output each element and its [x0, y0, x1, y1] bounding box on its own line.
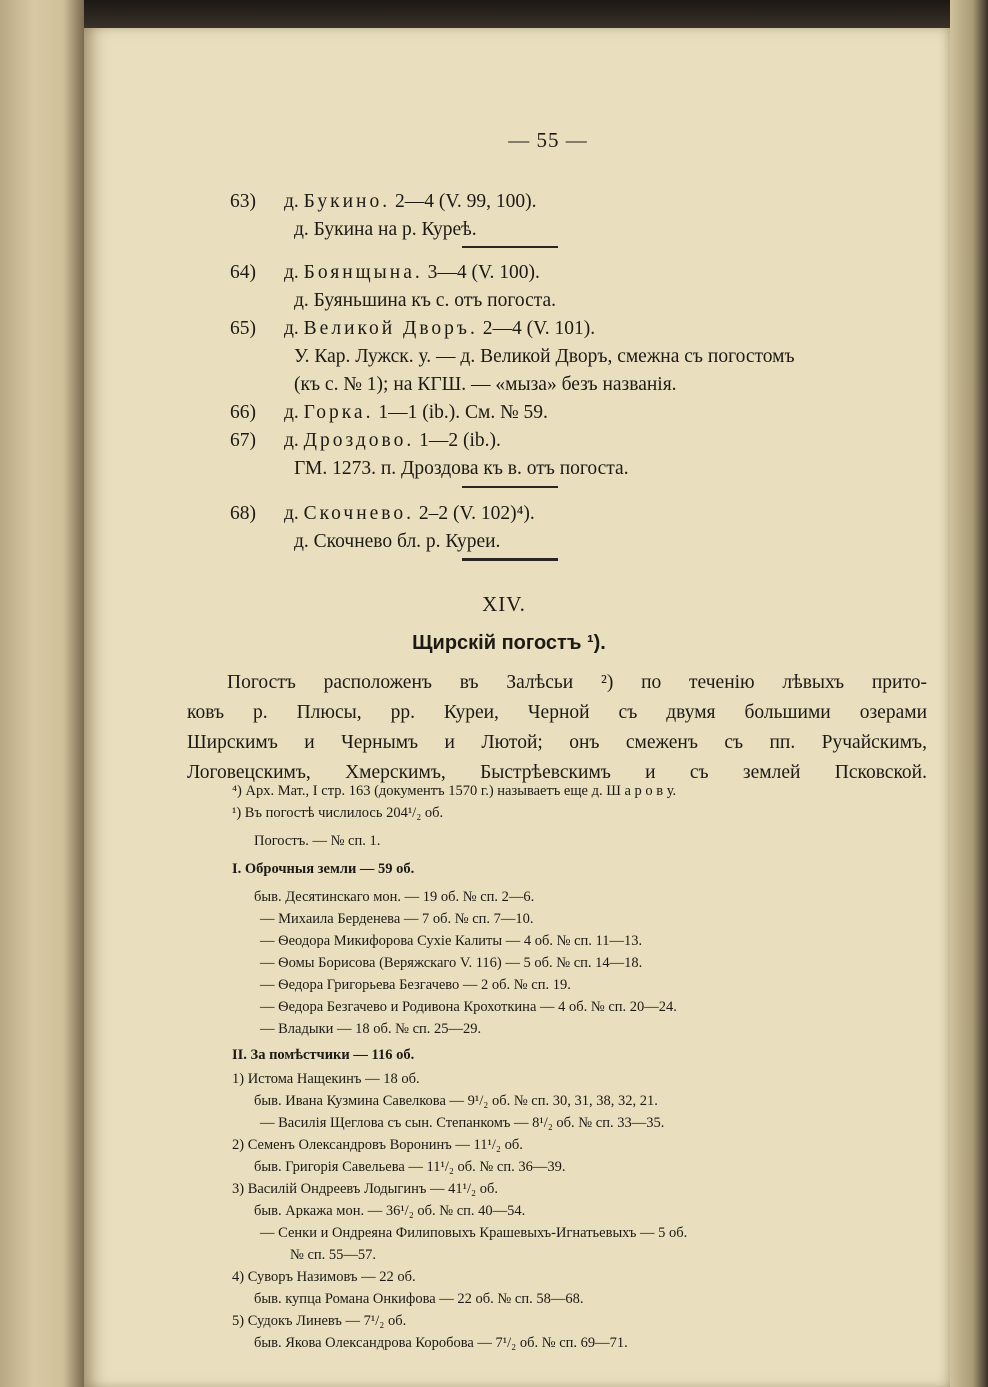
page-number: — 55 —: [508, 128, 588, 152]
entry-number: 67): [230, 430, 256, 451]
list-item: 2) Семенъ Олександровъ Воронинъ — 11¹/₂ об.: [232, 1137, 523, 1153]
list-item: быв. Григорія Савельева — 11¹/₂ об. № сп. 36—39.: [254, 1159, 566, 1175]
list-item: быв. купца Романа Онкифова — 22 об. № сп. 58—68.: [254, 1291, 584, 1307]
list-item: — Михаила Берденева — 7 об. № сп. 7—10.: [260, 911, 534, 927]
entry-sub: ГМ. 1273. п. Дроздова къ в. отъ погоста.: [294, 458, 629, 479]
entry-prefix: д.: [284, 430, 299, 451]
section-subheading: Щирскій погостъ ¹).: [412, 632, 606, 654]
paragraph-line: Погостъ расположенъ въ Залѣсьи ²) по теченію лѣвыхъ прито-: [227, 672, 927, 693]
section-2-title: II. За помѣстчики — 116 об.: [232, 1047, 415, 1063]
short-divider: [462, 246, 558, 248]
entry-name: Дроздово.: [303, 430, 415, 451]
list-item: — Василія Щеглова съ сын. Степанкомъ — 8¹/₂ об. № сп. 33—35.: [260, 1115, 665, 1131]
entry-name: Боянщына.: [303, 262, 423, 283]
section-1-title: I. Оброчныя земли — 59 об.: [232, 861, 415, 877]
entry-sub: д. Букина на р. Куреѣ.: [294, 219, 477, 240]
paragraph-line: Логовецскимъ, Хмерскимъ, Быстрѣевскимъ и съ землей Псковской.: [187, 762, 927, 783]
page-edge: [950, 0, 988, 1387]
list-item: быв. Ивана Кузмина Савелкова — 9¹/₂ об. № сп. 30, 31, 38, 32, 21.: [254, 1093, 658, 1109]
book-page: [84, 28, 950, 1387]
list-item: № сп. 55—57.: [290, 1247, 377, 1263]
list-item: — Сенки и Ондреяна Филиповыхъ Крашевыхъ-Игнатьевыхъ — 5 об.: [260, 1225, 688, 1241]
entry-number: 63): [230, 191, 256, 212]
entry-64: [230, 259, 870, 287]
list-item: — Владыки — 18 об. № сп. 25—29.: [260, 1021, 482, 1037]
entry-number: 66): [230, 402, 256, 423]
footnote-4: ⁴) Арх. Мат., I стр. 163 (документъ 1570 г.) называетъ еще д. Ш а р о в у.: [232, 783, 677, 799]
entry-detail: 2—4 (V. 99, 100).: [394, 191, 537, 212]
entry-number: 65): [230, 318, 256, 339]
entry-prefix: д.: [284, 262, 299, 283]
list-item: быв. Якова Олександрова Коробова — 7¹/₂ об. № сп. 69—71.: [254, 1335, 628, 1351]
entry-number: 68): [230, 503, 256, 524]
entry-sub: (къ с. № 1); на КГШ. — «мыза» безъ названія.: [294, 374, 677, 395]
list-item: — Ѳедора Григорьева Безгачево — 2 об. № сп. 19.: [260, 977, 571, 993]
entry-detail: 1—1 (ib.). См. № 59.: [378, 402, 548, 423]
list-item: — Ѳедора Безгачево и Родивона Крохоткина — 4 об. № сп. 20—24.: [260, 999, 677, 1015]
pogost-line: Погостъ. — № сп. 1.: [254, 833, 381, 849]
entry-sub: У. Кар. Лужск. у. — д. Великой Дворъ, смежна съ погостомъ: [294, 346, 795, 367]
section-divider: [462, 558, 558, 561]
entry-detail: 2—4 (V. 101).: [482, 318, 596, 339]
entry-name: Великой Дворъ.: [303, 318, 478, 339]
entry-65: [230, 315, 870, 343]
list-item: — Ѳеодора Микифорова Сухіе Калиты — 4 об. № сп. 11—13.: [260, 933, 643, 949]
paragraph-line: ковъ р. Плюсы, рр. Куреи, Черной съ двумя большими озерами: [187, 702, 927, 723]
entry-63: [230, 188, 870, 216]
list-item: быв. Аркажа мон. — 36¹/₂ об. № сп. 40—54.: [254, 1203, 526, 1219]
list-item: — Ѳомы Борисова (Веряжскаго V. 116) — 5 об. № сп. 14—18.: [260, 955, 643, 971]
entry-number: 64): [230, 262, 256, 283]
entry-66: [230, 399, 870, 427]
entry-prefix: д.: [284, 191, 299, 212]
short-divider: [462, 486, 558, 488]
book-spine: [0, 0, 84, 1387]
entry-sub: д. Буяньшина къ с. отъ погоста.: [294, 290, 557, 311]
entry-name: Горка.: [303, 402, 374, 423]
entry-detail: 1—2 (ib.).: [419, 430, 501, 451]
entry-name: Букино.: [303, 191, 391, 212]
section-heading: XIV.: [482, 592, 526, 616]
entry-sub: д. Скочнево бл. р. Куреи.: [294, 531, 501, 552]
list-item: 3) Василій Ондреевъ Лодыгинъ — 41¹/₂ об.: [232, 1181, 498, 1197]
entry-detail: 3—4 (V. 100).: [427, 262, 540, 283]
footnote-1: ¹) Въ погостѣ числилось 204¹/₂ об.: [232, 805, 444, 821]
list-item: 5) Судокъ Линевъ — 7¹/₂ об.: [232, 1313, 407, 1329]
entry-prefix: д.: [284, 318, 299, 339]
paragraph-line: Ширскимъ и Чернымъ и Лютой; онъ смеженъ съ пп. Ручайскимъ,: [187, 732, 927, 753]
entry-detail: 2–2 (V. 102)⁴).: [418, 503, 535, 524]
list-item: быв. Десятинскаго мон. — 19 об. № сп. 2—6.: [254, 889, 535, 905]
entry-67: [230, 427, 870, 455]
list-item: 1) Истома Нащекинъ — 18 об.: [232, 1071, 420, 1087]
list-item: 4) Суворъ Назимовъ — 22 об.: [232, 1269, 416, 1285]
entry-prefix: д.: [284, 402, 299, 423]
entry-name: Скочнево.: [303, 503, 415, 524]
entry-68: [230, 500, 870, 528]
intro-paragraph: [187, 668, 927, 788]
entry-prefix: д.: [284, 503, 299, 524]
